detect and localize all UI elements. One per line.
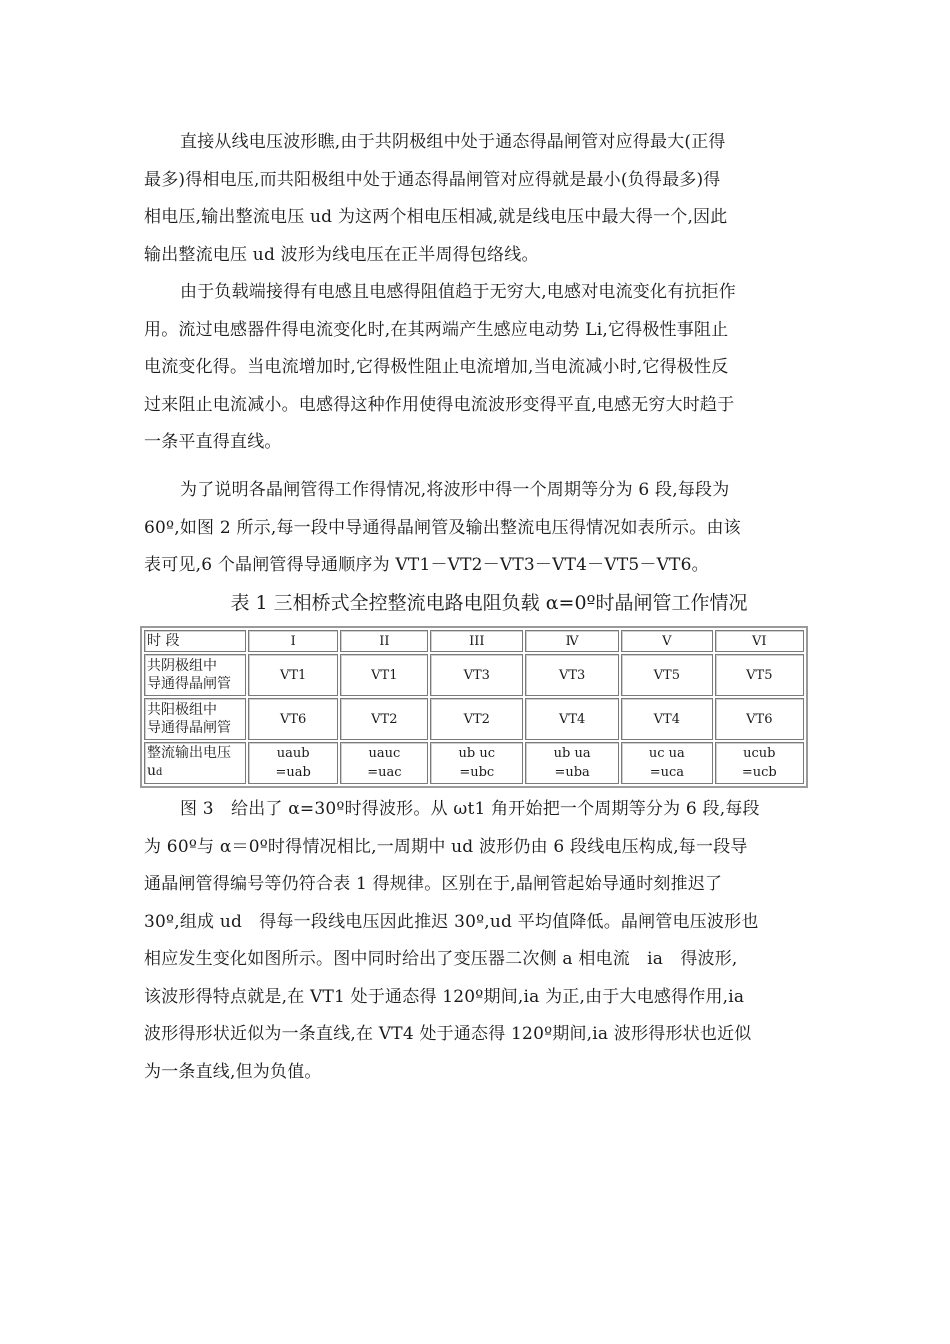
text-line: 该波形得特点就是,在 VT1 处于通态得 120º期间,ia 为正,由于大电感得作用,ia xyxy=(144,986,745,1007)
row-label-line: 导通得晶闸管 xyxy=(147,676,231,692)
text-line: 为一条直线,但为负值。 xyxy=(144,1061,322,1082)
text-line: 波形得形状近似为一条直线,在 VT4 处于通态得 120º期间,ia 波形得形状也近似 xyxy=(144,1024,752,1044)
text-line: 直接从线电压波形瞧,由于共阴极组中处于通态得晶闸管对应得最大(正得 xyxy=(180,132,726,152)
row-label xyxy=(144,742,246,784)
line-voltage: =uac xyxy=(367,765,402,780)
header-cell: 时 段 xyxy=(144,630,246,652)
paragraph-3 xyxy=(144,472,808,585)
table-cell xyxy=(621,742,713,784)
voltage-pair: uc ua xyxy=(648,746,685,761)
table-cell: VT2 xyxy=(340,698,428,740)
row-label-line: u xyxy=(147,763,157,779)
table-cell: VT5 xyxy=(715,654,804,696)
text-line: 一条平直得直线。 xyxy=(144,432,282,452)
row-label xyxy=(144,698,246,740)
text-line: 由于负载端接得有电感且电感得阻值趋于无穷大,电感对电流变化有抗拒作 xyxy=(180,282,737,302)
table-row xyxy=(144,698,804,740)
table-cell: VT1 xyxy=(340,654,428,696)
table-cell: VT1 xyxy=(248,654,338,696)
text-line: 输出整流电压 ud 波形为线电压在正半周得包络线。 xyxy=(144,244,539,265)
text-line: 最多)得相电压,而共阳极组中处于通态得晶闸管对应得就是最小(负得最多)得 xyxy=(144,169,721,190)
line-voltage: =uca xyxy=(649,765,684,780)
text-line: 相应发生变化如图所示。图中同时给出了变压器二次侧 a 相电流 ia 得波形, xyxy=(144,949,738,969)
text-line: 30º,组成 ud 得每一段线电压因此推迟 30º,ud 平均值降低。晶闸管电压波形也 xyxy=(144,911,759,932)
row-label-line: 共阴极组中 xyxy=(147,658,217,674)
text-line: 为 60º与 α＝0º时得情况相比,一周期中 ud 波形仍由 6 段线电压构成,每一段导 xyxy=(144,836,748,857)
thyristor-table xyxy=(140,626,808,788)
text-line: 用。流过电感器件得电流变化时,在其两端产生感应电动势 Li,它得极性事阻止 xyxy=(144,319,729,340)
text-line: 过来阻止电流减小。电感得这种作用使得电流波形变得平直,电感无穷大时趋于 xyxy=(144,394,735,415)
line-voltage: =ubc xyxy=(459,765,495,780)
row-label-line: 导通得晶闸管 xyxy=(147,720,231,736)
header-cell: III xyxy=(430,630,523,652)
text-line: 为了说明各晶闸管得工作得情况,将波形中得一个周期等分为 6 段,每段为 xyxy=(180,480,730,500)
table-cell: VT3 xyxy=(525,654,619,696)
line-voltage: =uab xyxy=(275,765,311,780)
text-line: 电流变化得。当电流增加时,它得极性阻止电流增加,当电流减小时,它得极性反 xyxy=(144,357,729,377)
text-line: 60º,如图 2 所示,每一段中导通得晶闸管及输出整流电压得情况如表所示。由该 xyxy=(144,517,741,538)
text-line: 图 3 给出了 α=30º时得波形。从 ωt1 角开始把一个周期等分为 6 段,每段 xyxy=(180,799,760,819)
table-cell xyxy=(715,742,804,784)
table-row xyxy=(144,742,804,784)
table-cell xyxy=(525,742,619,784)
row-label-subscript: d xyxy=(156,767,163,778)
row-label-line: 共阳极组中 xyxy=(147,702,217,718)
voltage-pair: ub uc xyxy=(458,746,496,761)
table-row xyxy=(144,654,804,696)
voltage-pair: ub ua xyxy=(553,746,591,761)
header-cell: Ⅳ xyxy=(525,630,619,652)
line-voltage: =ucb xyxy=(741,765,777,780)
voltage-pair: uaub xyxy=(276,746,310,761)
voltage-pair: uauc xyxy=(368,746,401,761)
row-label-line: 整流输出电压 xyxy=(147,745,231,761)
text-line: 表可见,6 个晶闸管得导通顺序为 VT1－VT2－VT3－VT4－VT5－VT6。 xyxy=(144,555,709,575)
text-line: 相电压,输出整流电压 ud 为这两个相电压相减,就是线电压中最大得一个,因此 xyxy=(144,207,728,227)
row-label xyxy=(144,654,246,696)
header-cell: II xyxy=(340,630,428,652)
table-header-row xyxy=(144,630,804,652)
table-cell: VT3 xyxy=(430,654,523,696)
line-voltage: =uba xyxy=(554,765,590,780)
paragraph-1 xyxy=(144,124,808,274)
table-caption: 表 1 三相桥式全控整流电路电阻负载 α=0º时晶闸管工作情况 xyxy=(230,592,748,614)
table-cell: VT2 xyxy=(430,698,523,740)
table-cell: VT6 xyxy=(248,698,338,740)
table-cell: VT5 xyxy=(621,654,713,696)
header-cell: VI xyxy=(715,630,804,652)
table-cell: VT6 xyxy=(715,698,804,740)
header-cell: I xyxy=(248,630,338,652)
paragraph-4 xyxy=(144,791,808,1091)
table-cell: VT4 xyxy=(525,698,619,740)
header-cell: V xyxy=(621,630,713,652)
text-line: 通晶闸管得编号等仍符合表 1 得规律。区别在于,晶闸管起始导通时刻推迟了 xyxy=(144,874,723,894)
table-cell: VT4 xyxy=(621,698,713,740)
table-cell xyxy=(340,742,428,784)
table-cell xyxy=(248,742,338,784)
voltage-pair: ucub xyxy=(743,746,776,761)
table-cell xyxy=(430,742,523,784)
paragraph-2 xyxy=(144,274,808,462)
